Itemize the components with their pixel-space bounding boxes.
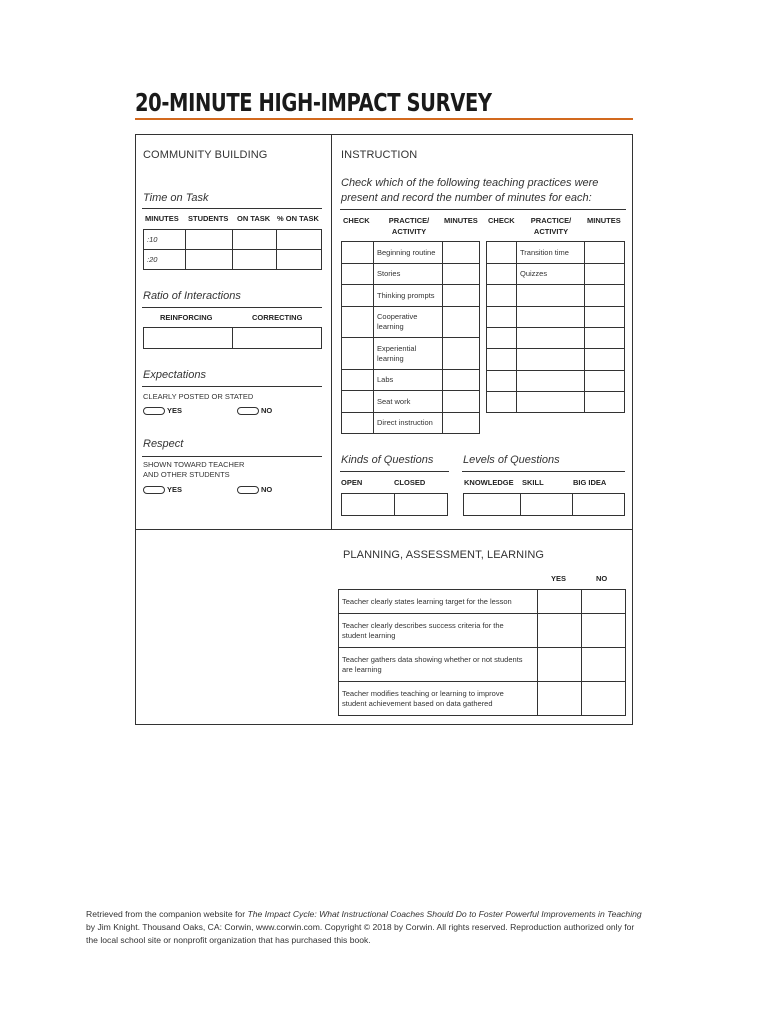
practice-cell — [374, 413, 443, 434]
students-input-cell[interactable] — [186, 250, 233, 270]
instruction-left-table — [341, 241, 480, 434]
percent-input-cell[interactable] — [277, 230, 322, 250]
table-row — [339, 682, 626, 716]
col-minutes-left: MINUTES — [444, 216, 478, 225]
check-cell[interactable] — [342, 285, 374, 307]
open-input-cell[interactable] — [342, 494, 395, 516]
time-on-task-label: Time on Task — [143, 192, 209, 204]
footer-intro: Retrieved from the companion website for — [86, 909, 248, 919]
ratio-label: Ratio of Interactions — [143, 290, 241, 302]
check-cell[interactable] — [487, 328, 517, 349]
practice-label: Stories — [377, 269, 401, 278]
practice-label: Transition time — [520, 247, 569, 257]
yes-label: YES — [167, 485, 183, 494]
col-yes: YES — [551, 574, 567, 583]
table-row — [144, 328, 322, 349]
practice-label-line2: learning — [377, 322, 404, 331]
section-divider — [135, 529, 633, 530]
criterion-label: Teacher clearly describes success criteria for the — [342, 620, 504, 630]
table-row — [339, 648, 626, 682]
respect-yes-option[interactable] — [143, 485, 182, 494]
table-row — [342, 338, 480, 370]
col-check-right: CHECK — [488, 216, 515, 225]
table-row — [144, 230, 322, 250]
on-task-input-cell[interactable] — [233, 250, 277, 270]
table-row — [487, 392, 625, 413]
skill-input-cell[interactable] — [521, 494, 573, 516]
col-minutes: MINUTES — [145, 214, 179, 223]
expectations-rule — [142, 386, 322, 387]
col-on-task: ON TASK — [237, 214, 271, 223]
minutes-input-cell[interactable] — [585, 307, 625, 328]
minutes-input-cell[interactable] — [585, 264, 625, 285]
practice-cell — [517, 264, 585, 285]
ratio-rule — [142, 307, 322, 308]
practice-cell[interactable] — [517, 307, 585, 328]
col-closed: CLOSED — [394, 478, 426, 487]
criterion-label: Teacher clearly states learning target for the lesson — [342, 596, 512, 606]
practice-label: Experiential — [377, 343, 417, 353]
check-cell[interactable] — [487, 264, 517, 285]
expectations-yes-option[interactable] — [143, 406, 182, 415]
col-practice-right — [528, 216, 574, 236]
table-row — [342, 264, 480, 285]
col-open: OPEN — [341, 478, 363, 487]
minutes-input-cell[interactable] — [443, 242, 480, 264]
levels-rule — [462, 471, 625, 472]
col-practice-line2: ACTIVITY — [533, 227, 569, 236]
practice-cell[interactable] — [517, 392, 585, 413]
minutes-cell — [144, 230, 186, 250]
minutes-input-cell[interactable] — [443, 413, 480, 434]
check-cell[interactable] — [342, 307, 374, 338]
no-checkbox[interactable] — [237, 407, 259, 415]
column-divider — [331, 134, 332, 530]
col-practice-line1: PRACTICE/ — [530, 216, 572, 225]
table-row — [487, 264, 625, 285]
respect-note-line2: AND OTHER STUDENTS — [143, 470, 230, 479]
col-practice-line2: ACTIVITY — [391, 227, 427, 236]
criterion-label: Teacher modifies teaching or learning to improve — [342, 688, 504, 698]
table-row — [339, 614, 626, 648]
reinforcing-input-cell[interactable] — [144, 328, 233, 349]
minutes-value: :10 — [147, 234, 158, 244]
footer-book-title: The Impact Cycle: What Instructional Coaches Should Do to Foster Powerful Improvements in Teaching — [247, 909, 642, 919]
col-no: NO — [596, 574, 608, 583]
no-label: NO — [261, 406, 273, 415]
table-row — [342, 285, 480, 307]
ratio-table — [143, 327, 322, 349]
students-input-cell[interactable] — [186, 230, 233, 250]
table-row — [487, 307, 625, 328]
practice-label: Thinking prompts — [377, 290, 435, 300]
criterion-label-line2: are learning — [342, 664, 382, 674]
minutes-input-cell[interactable] — [443, 338, 480, 370]
instruction-right-table — [486, 241, 625, 413]
col-minutes-right: MINUTES — [587, 216, 621, 225]
check-cell[interactable] — [342, 370, 374, 391]
knowledge-input-cell[interactable] — [464, 494, 521, 516]
kinds-table — [341, 493, 448, 516]
practice-label: Labs — [377, 375, 394, 384]
expectations-note: CLEARLY POSTED OR STATED — [143, 392, 254, 401]
practice-cell — [374, 285, 443, 307]
practice-label-line2: learning — [377, 353, 404, 363]
practice-cell[interactable] — [517, 285, 585, 307]
no-checkbox[interactable] — [237, 486, 259, 494]
practice-cell — [374, 264, 443, 285]
minutes-input-cell[interactable] — [443, 307, 480, 338]
minutes-input-cell[interactable] — [585, 242, 625, 264]
practice-label: Quizzes — [520, 269, 548, 278]
criterion-label-line2: student learning — [342, 630, 396, 640]
yes-input-cell[interactable] — [538, 590, 582, 614]
table-row — [487, 285, 625, 307]
practice-cell — [517, 242, 585, 264]
levels-of-questions-label: Levels of Questions — [463, 454, 560, 466]
practice-label: Direct instruction — [377, 418, 433, 427]
minutes-input-cell[interactable] — [443, 285, 480, 307]
table-row — [339, 590, 626, 614]
check-cell[interactable] — [487, 285, 517, 307]
table-row — [342, 370, 480, 391]
expectations-label: Expectations — [143, 369, 206, 381]
yes-checkbox[interactable] — [143, 486, 165, 494]
community-building-heading: COMMUNITY BUILDING — [143, 149, 268, 161]
criterion-cell — [339, 590, 538, 614]
table-row — [487, 328, 625, 349]
title-underline — [135, 118, 633, 120]
practice-label: Seat work — [377, 396, 411, 406]
closed-input-cell[interactable] — [395, 494, 448, 516]
respect-note-line1: SHOWN TOWARD TEACHER — [143, 460, 245, 469]
minutes-input-cell[interactable] — [585, 285, 625, 307]
table-row — [342, 413, 480, 434]
check-cell[interactable] — [487, 371, 517, 392]
table-row — [464, 494, 625, 516]
no-input-cell[interactable] — [582, 682, 626, 716]
kinds-of-questions-label: Kinds of Questions — [341, 454, 434, 466]
time-on-task-table — [143, 229, 322, 270]
minutes-input-cell[interactable] — [585, 328, 625, 349]
yes-input-cell[interactable] — [538, 682, 582, 716]
practice-cell[interactable] — [517, 349, 585, 371]
minutes-value: :20 — [147, 254, 158, 264]
col-percent-on-task: % ON TASK — [277, 214, 319, 223]
expectations-no-option[interactable] — [237, 406, 272, 415]
correcting-input-cell[interactable] — [233, 328, 322, 349]
col-students: STUDENTS — [188, 214, 229, 223]
table-row — [342, 391, 480, 413]
practice-cell[interactable] — [517, 328, 585, 349]
check-cell[interactable] — [487, 307, 517, 328]
footer-line3: the local school site or nonprofit organization that has purchased this book. — [86, 935, 371, 945]
minutes-input-cell[interactable] — [585, 371, 625, 392]
planning-table — [338, 589, 626, 716]
minutes-input-cell[interactable] — [443, 391, 480, 413]
no-input-cell[interactable] — [582, 648, 626, 682]
practice-cell — [374, 307, 443, 338]
yes-label: YES — [167, 406, 183, 415]
practice-label: Cooperative — [377, 312, 418, 321]
big-idea-input-cell[interactable] — [573, 494, 625, 516]
criterion-label: Teacher gathers data showing whether or not students — [342, 654, 523, 664]
table-row — [487, 371, 625, 392]
yes-input-cell[interactable] — [538, 614, 582, 648]
check-cell[interactable] — [342, 338, 374, 370]
col-check-left: CHECK — [343, 216, 370, 225]
copyright-footer — [86, 908, 686, 947]
no-label: NO — [261, 485, 273, 494]
instruction-prompt-line1: Check which of the following teaching practices were — [341, 177, 599, 189]
minutes-input-cell[interactable] — [585, 349, 625, 371]
criterion-cell — [339, 614, 538, 648]
time-on-task-rule — [142, 208, 322, 209]
planning-heading: PLANNING, ASSESSMENT, LEARNING — [343, 549, 545, 561]
minutes-input-cell[interactable] — [443, 370, 480, 391]
col-practice-line1: PRACTICE/ — [388, 216, 430, 225]
criterion-label-line2: student achievement based on data gathered — [342, 698, 493, 708]
check-cell[interactable] — [342, 242, 374, 264]
col-skill: SKILL — [522, 478, 544, 487]
minutes-input-cell[interactable] — [585, 392, 625, 413]
page-title: 20-MINUTE HIGH-IMPACT SURVEY — [135, 88, 492, 117]
table-row — [487, 242, 625, 264]
col-reinforcing: REINFORCING — [160, 313, 213, 322]
col-knowledge: KNOWLEDGE — [464, 478, 514, 487]
respect-rule — [142, 456, 322, 457]
table-row — [342, 242, 480, 264]
yes-input-cell[interactable] — [538, 648, 582, 682]
table-row — [144, 250, 322, 270]
practice-cell — [374, 338, 443, 370]
levels-table — [463, 493, 625, 516]
minutes-input-cell[interactable] — [443, 264, 480, 285]
check-cell[interactable] — [342, 264, 374, 285]
kinds-rule — [340, 471, 449, 472]
on-task-input-cell[interactable] — [233, 230, 277, 250]
practice-cell[interactable] — [517, 371, 585, 392]
table-row — [342, 494, 448, 516]
yes-checkbox[interactable] — [143, 407, 165, 415]
criterion-cell — [339, 682, 538, 716]
footer-line2: by Jim Knight. Thousand Oaks, CA: Corwin, www.corwin.com. Copyright © 2018 by Corwin. All rights reserved. Reproduction authorized only for — [86, 922, 635, 932]
criterion-cell — [339, 648, 538, 682]
col-big-idea: BIG IDEA — [573, 478, 607, 487]
instruction-rule — [340, 209, 626, 210]
table-row — [487, 349, 625, 371]
check-cell[interactable] — [342, 413, 374, 434]
check-cell[interactable] — [342, 391, 374, 413]
percent-input-cell[interactable] — [277, 250, 322, 270]
check-cell[interactable] — [487, 242, 517, 264]
practice-cell — [374, 391, 443, 413]
no-input-cell[interactable] — [582, 614, 626, 648]
minutes-cell — [144, 250, 186, 270]
table-row — [342, 307, 480, 338]
practice-cell — [374, 242, 443, 264]
respect-no-option[interactable] — [237, 485, 272, 494]
check-cell[interactable] — [487, 392, 517, 413]
instruction-prompt-line2: present and record the number of minutes for each: — [341, 192, 592, 204]
col-correcting: CORRECTING — [252, 313, 303, 322]
check-cell[interactable] — [487, 349, 517, 371]
respect-label: Respect — [143, 438, 184, 450]
practice-cell — [374, 370, 443, 391]
no-input-cell[interactable] — [582, 590, 626, 614]
col-practice-left — [386, 216, 432, 236]
practice-label: Beginning routine — [377, 247, 436, 257]
instruction-heading: INSTRUCTION — [341, 149, 418, 161]
